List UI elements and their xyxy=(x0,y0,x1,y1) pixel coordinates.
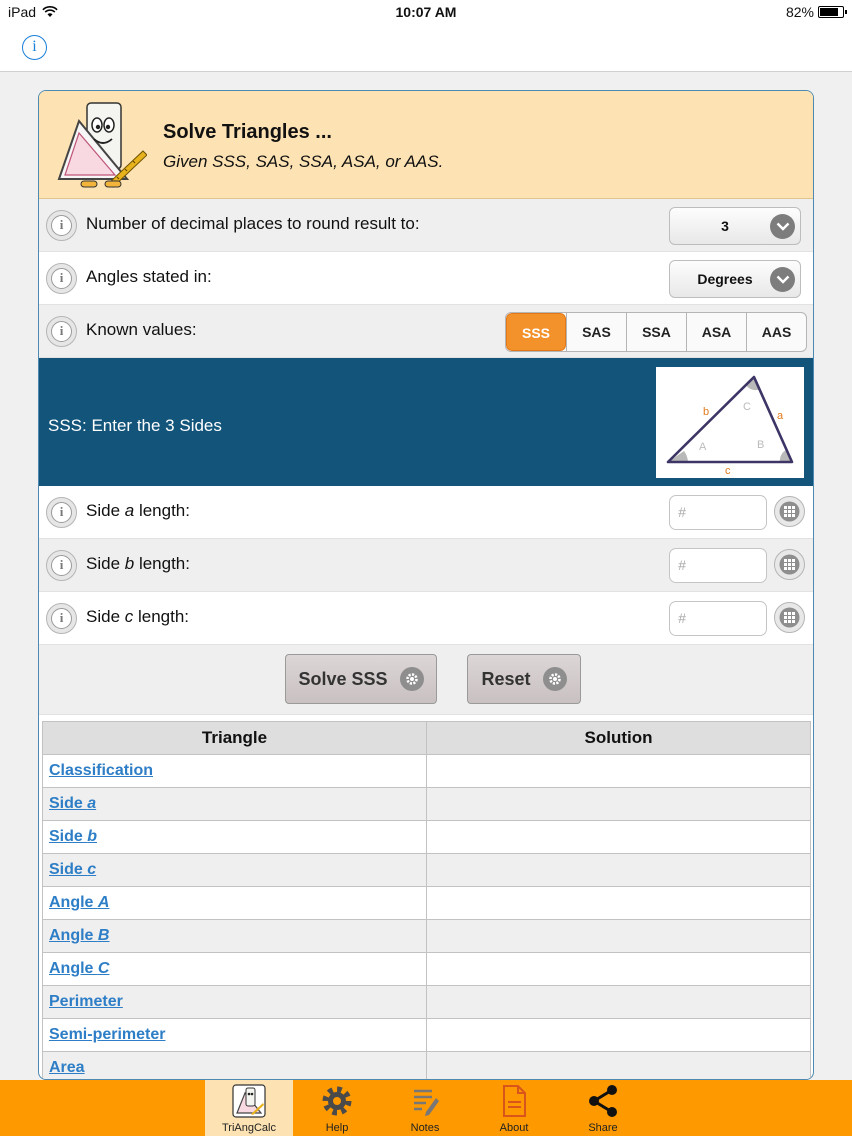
triangle-diagram xyxy=(656,367,804,478)
side-a-label xyxy=(86,501,190,521)
table-cell-label xyxy=(43,986,427,1019)
column-header-triangle: Triangle xyxy=(43,722,427,755)
placeholder: # xyxy=(678,557,686,573)
result-link[interactable] xyxy=(49,927,109,944)
gear-icon xyxy=(543,667,567,691)
table-row xyxy=(43,1052,811,1081)
result-label: Classification xyxy=(49,762,154,779)
side-c-input[interactable] xyxy=(669,601,767,636)
table-cell-solution xyxy=(427,821,811,854)
info-button[interactable] xyxy=(46,210,77,241)
keypad-icon[interactable] xyxy=(774,602,805,633)
result-variable: C xyxy=(97,960,110,977)
decimal-places-label: Number of decimal places to round result to: xyxy=(86,214,420,233)
info-icon: i xyxy=(51,555,72,576)
table-header-row xyxy=(43,722,811,755)
solve-button-label: Solve SSS xyxy=(298,668,388,689)
label-var: a xyxy=(124,501,135,520)
tab-share[interactable] xyxy=(559,1080,647,1136)
tab-notes[interactable] xyxy=(381,1080,469,1136)
segment-sas[interactable]: SAS xyxy=(566,313,626,351)
angles-unit-label: Angles stated in: xyxy=(86,267,212,286)
result-link[interactable] xyxy=(49,1059,85,1076)
table-cell-solution xyxy=(427,755,811,788)
result-variable: B xyxy=(97,927,110,944)
angle-b-label: B xyxy=(757,439,765,451)
share-icon xyxy=(559,1084,647,1118)
label-prefix: Side xyxy=(86,554,125,573)
result-link[interactable] xyxy=(49,960,109,977)
table-cell-solution xyxy=(427,1052,811,1081)
side-c-label: c xyxy=(725,465,731,477)
info-icon[interactable]: i xyxy=(22,35,47,60)
battery-fill xyxy=(820,8,838,16)
result-link[interactable] xyxy=(49,861,96,878)
label-suffix: length: xyxy=(134,501,190,520)
table-row xyxy=(43,920,811,953)
table-cell-label xyxy=(43,920,427,953)
action-buttons-row xyxy=(39,645,813,715)
tab-label: Help xyxy=(325,1122,349,1134)
angles-unit-row xyxy=(39,252,813,305)
result-label: Area xyxy=(49,1059,85,1076)
battery-percent: 82% xyxy=(785,4,814,20)
instruction-label: SSS: Enter the 3 Sides xyxy=(48,416,222,435)
results-table xyxy=(42,721,811,1080)
header-subtitle: Given SSS, SAS, SSA, ASA, or AAS. xyxy=(163,152,444,171)
table-row xyxy=(43,1019,811,1052)
table-cell-solution xyxy=(427,1019,811,1052)
battery-icon xyxy=(818,6,844,18)
result-label: Semi-perimeter xyxy=(49,1026,166,1043)
info-icon: i xyxy=(51,268,72,289)
tab-label: Notes xyxy=(410,1122,440,1134)
segment-asa[interactable]: ASA xyxy=(686,313,746,351)
side-b-row xyxy=(39,539,813,592)
label-var: b xyxy=(124,554,135,573)
table-row xyxy=(43,887,811,920)
result-variable: a xyxy=(87,795,97,812)
status-right xyxy=(786,4,844,20)
label-prefix: Side xyxy=(86,607,125,626)
label-suffix: length: xyxy=(134,554,190,573)
reset-button-label: Reset xyxy=(481,668,531,689)
result-variable: c xyxy=(87,861,97,878)
table-cell-label xyxy=(43,854,427,887)
table-cell-solution xyxy=(427,788,811,821)
instruction-band xyxy=(39,358,813,486)
result-link[interactable] xyxy=(49,795,96,812)
tab-bar xyxy=(0,1080,852,1136)
result-label: Side xyxy=(49,828,88,845)
gear-icon xyxy=(293,1084,381,1118)
result-variable: A xyxy=(97,894,110,911)
mascot-logo xyxy=(53,99,147,191)
side-b-input[interactable] xyxy=(669,548,767,583)
table-cell-label xyxy=(43,788,427,821)
decimal-places-row xyxy=(39,199,813,252)
triangle-diagram-svg xyxy=(656,367,804,478)
notes-icon xyxy=(381,1084,469,1118)
result-link[interactable] xyxy=(49,993,123,1010)
angle-a-label: A xyxy=(699,441,707,453)
placeholder: # xyxy=(678,504,686,520)
column-header-solution: Solution xyxy=(427,722,811,755)
result-variable: b xyxy=(87,828,98,845)
table-cell-label xyxy=(43,821,427,854)
angles-unit-select[interactable] xyxy=(669,260,801,298)
document-icon xyxy=(470,1084,558,1118)
known-values-label: Known values: xyxy=(86,320,197,339)
decimal-places-value: 3 xyxy=(721,218,729,234)
keypad-icon[interactable] xyxy=(774,549,805,580)
angles-unit-value: Degrees xyxy=(697,271,753,287)
info-button[interactable] xyxy=(46,263,77,294)
segment-ssa[interactable]: SSA xyxy=(626,313,686,351)
side-c-row xyxy=(39,592,813,645)
table-cell-solution xyxy=(427,854,811,887)
nav-bar xyxy=(0,24,852,72)
table-cell-label xyxy=(43,953,427,986)
label-var: c xyxy=(124,607,134,626)
device-name: iPad xyxy=(8,4,37,20)
table-cell-label xyxy=(43,755,427,788)
status-bar xyxy=(0,0,852,24)
segment-aas[interactable]: AAS xyxy=(746,313,806,351)
tab-about[interactable] xyxy=(470,1080,558,1136)
info-icon: i xyxy=(51,502,72,523)
angle-c-label: C xyxy=(743,401,751,413)
known-values-row xyxy=(39,305,813,358)
result-label: Perimeter xyxy=(49,993,123,1010)
info-icon: i xyxy=(51,321,72,342)
side-a-row xyxy=(39,486,813,539)
known-values-segmented-control xyxy=(505,312,807,352)
table-row xyxy=(43,854,811,887)
results-body xyxy=(43,755,811,1081)
table-cell-label xyxy=(43,1019,427,1052)
info-icon: i xyxy=(51,215,72,236)
info-button[interactable] xyxy=(46,603,77,634)
table-row xyxy=(43,986,811,1019)
result-label: Side xyxy=(49,795,88,812)
tab-help[interactable] xyxy=(293,1080,381,1136)
solve-button[interactable] xyxy=(285,654,437,704)
placeholder: # xyxy=(678,610,686,626)
result-link[interactable] xyxy=(49,894,109,911)
table-cell-solution xyxy=(427,920,811,953)
table-cell-solution xyxy=(427,953,811,986)
table-row xyxy=(43,788,811,821)
table-cell-label xyxy=(43,887,427,920)
result-label: Angle xyxy=(49,960,98,977)
info-icon: i xyxy=(51,608,72,629)
tab-triangcalc[interactable] xyxy=(205,1080,293,1136)
triangcalc-icon xyxy=(205,1084,293,1118)
result-link[interactable] xyxy=(49,828,97,845)
chevron-down-icon xyxy=(770,267,795,292)
table-cell-label xyxy=(43,1052,427,1081)
info-button[interactable] xyxy=(46,316,77,347)
result-label: Side xyxy=(49,861,88,878)
tab-label: TriAngCalc xyxy=(222,1122,276,1134)
info-button[interactable] xyxy=(46,497,77,528)
chevron-down-icon xyxy=(770,214,795,239)
info-button[interactable] xyxy=(46,550,77,581)
gear-icon xyxy=(400,667,424,691)
table-cell-solution xyxy=(427,986,811,1019)
result-label: Angle xyxy=(49,894,98,911)
solver-header xyxy=(39,91,813,199)
decimal-places-select[interactable] xyxy=(669,207,801,245)
segment-sss[interactable]: SSS xyxy=(506,313,566,351)
result-link[interactable] xyxy=(49,762,153,779)
table-row xyxy=(43,821,811,854)
keypad-icon[interactable] xyxy=(774,496,805,527)
result-link[interactable] xyxy=(49,1026,166,1043)
side-a-label: a xyxy=(777,410,784,422)
result-label: Angle xyxy=(49,927,98,944)
label-suffix: length: xyxy=(133,607,190,626)
status-time: 10:07 AM xyxy=(395,4,457,20)
side-a-input[interactable] xyxy=(669,495,767,530)
reset-button[interactable] xyxy=(467,654,581,704)
tab-label: About xyxy=(499,1122,529,1134)
tab-label: Share xyxy=(588,1122,618,1134)
side-b-label: b xyxy=(703,406,710,418)
side-c-label xyxy=(86,607,189,627)
table-cell-solution xyxy=(427,887,811,920)
side-b-label xyxy=(86,554,190,574)
table-row xyxy=(43,953,811,986)
solver-card xyxy=(38,90,814,1080)
header-title: Solve Triangles ... xyxy=(163,121,332,143)
label-prefix: Side xyxy=(86,501,125,520)
table-row xyxy=(43,755,811,788)
